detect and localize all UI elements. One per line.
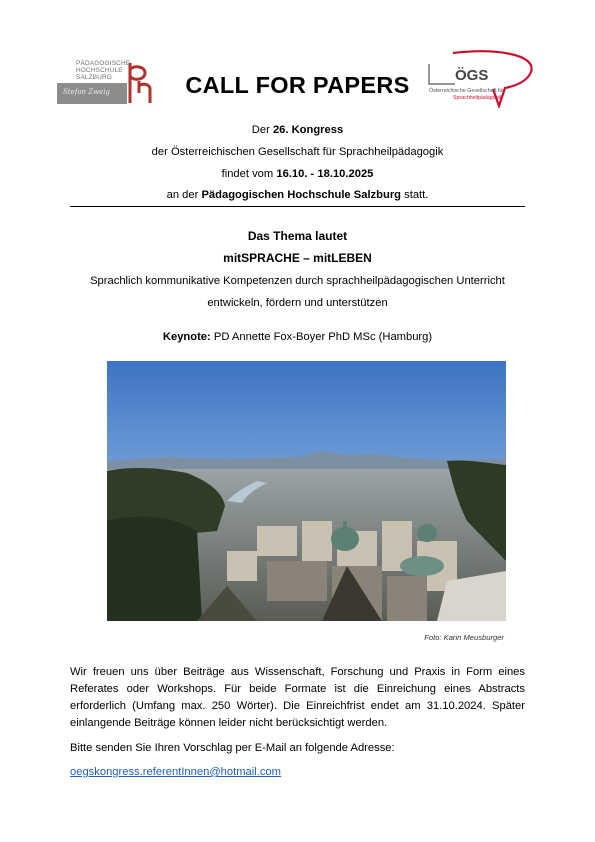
intro-line-dates — [0, 168, 595, 180]
page-title: CALL FOR PAPERS — [185, 72, 410, 98]
intro-line-congress — [0, 124, 595, 136]
ph-logo-line1: PÄDAGOGISCHE — [76, 60, 131, 67]
ph-logo-signature: Stefan Zweig — [63, 88, 110, 96]
body-paragraph-email-request: Bitte senden Sie Ihren Vorschlag per E-Mail an folgende Adresse: — [70, 742, 395, 754]
intro-l4-pre: an der — [166, 189, 202, 201]
divider — [70, 206, 525, 207]
intro-l4-post: statt. — [401, 189, 429, 201]
theme-subtitle-line2: entwickeln, fördern und unterstützen — [207, 297, 388, 309]
keynote — [0, 331, 595, 343]
keynote-label: Keynote: — [162, 331, 211, 343]
ph-logo-line2: HOCHSCHULE — [76, 67, 123, 74]
intro-l1-pre: Der — [251, 124, 273, 136]
intro-line-venue — [0, 189, 595, 201]
oegs-logo-acronym: ÖGS — [455, 67, 489, 84]
oegs-logo — [425, 50, 535, 108]
oegs-logo-line2: Sprachheilpädagogik — [453, 95, 503, 101]
oegs-logo-graphic — [425, 50, 535, 108]
photo-caption: Foto: Karin Meusburger — [424, 633, 504, 642]
intro-l3-bold: 16.10. - 18.10.2025 — [276, 168, 374, 180]
intro-l1-bold: 26. Kongress — [272, 124, 344, 136]
intro-l3-pre: findet vom — [221, 168, 277, 180]
intro-l4-bold: Pädagogischen Hochschule Salzburg — [201, 189, 402, 201]
email-link[interactable]: oegskongress.referentInnen@hotmail.com — [70, 766, 281, 778]
salzburg-photo — [107, 361, 506, 621]
oegs-logo-line1: Österreichische Gesellschaft für — [429, 88, 505, 94]
keynote-value: PD Annette Fox-Boyer PhD MSc (Hamburg) — [210, 331, 433, 343]
ph-logo-line3: SALZBURG — [76, 74, 113, 81]
body-paragraph-submission: Wir freuen uns über Beiträge aus Wissenschaft, Forschung und Praxis in Form eines Referates oder Workshops. Für beide Formate ist die Einreichung eines Abstracts erforderlich (Umfang max. 250 Wörter). Die Einreichfrist endet am 31.10.2024. Später einlangende Beiträge können leider nicht berücksichtigt werden. — [70, 666, 525, 729]
theme-subtitle-line1: Sprachlich kommunikative Kompetenzen durch sprachheilpädagogischen Unterricht — [90, 275, 505, 287]
intro-line-society: der Österreichischen Gesellschaft für Sprachheilpädagogik — [151, 146, 444, 158]
city-panorama-image — [107, 361, 506, 621]
theme-title: mitSPRACHE – mitLEBEN — [223, 251, 372, 265]
theme-intro: Das Thema lautet — [247, 229, 348, 243]
